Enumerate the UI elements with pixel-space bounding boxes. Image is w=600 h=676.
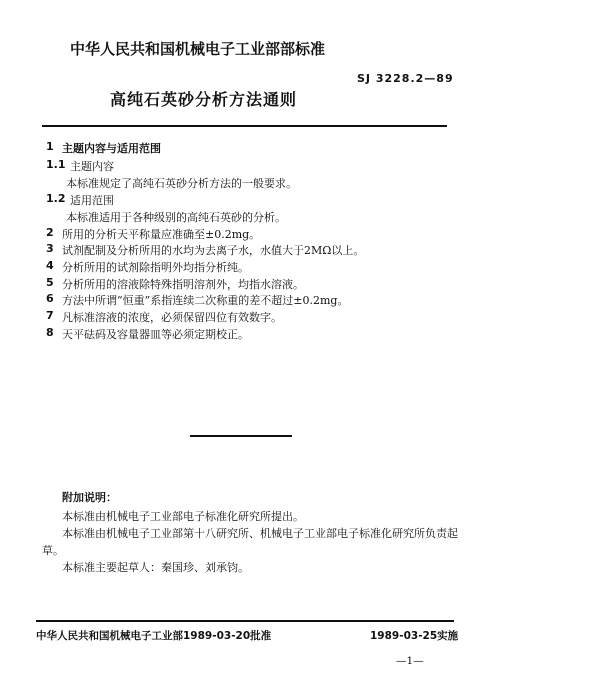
section-number: 1.2 bbox=[46, 192, 66, 205]
section-heading: 主题内容与适用范围 bbox=[62, 142, 161, 155]
section-number: 4 bbox=[46, 259, 54, 272]
effective-date: 1989-03-25实施 bbox=[370, 630, 459, 642]
header-rule bbox=[42, 125, 447, 127]
clause-text: 分析所用的溶液除特殊指明溶剂外，均指水溶液。 bbox=[62, 278, 304, 291]
section-number: 1.1 bbox=[46, 158, 66, 171]
subsection-heading: 适用范围 bbox=[70, 194, 114, 207]
notes-line: 草。 bbox=[42, 544, 64, 557]
footer-rule bbox=[36, 620, 454, 622]
section-number: 8 bbox=[46, 326, 54, 339]
subsection-heading: 主题内容 bbox=[70, 160, 114, 173]
issuer-heading: 中华人民共和国机械电子工业部部标准 bbox=[70, 40, 326, 58]
end-rule bbox=[190, 435, 292, 437]
clause-text: 试剂配制及分析所用的水均为去离子水，水值大于2MΩ以上。 bbox=[62, 244, 365, 257]
section-number: 3 bbox=[46, 242, 54, 255]
clause-text: 分析所用的试剂除指明外均指分析纯。 bbox=[62, 261, 249, 274]
notes-line: 本标准由机械电子工业部第十八研究所、机械电子工业部电子标准化研究所负责起 bbox=[62, 527, 458, 540]
section-number: 2 bbox=[46, 226, 54, 239]
section-number: 5 bbox=[46, 276, 54, 289]
notes-line: 本标准主要起草人：秦国珍、刘承钧。 bbox=[62, 561, 249, 574]
section-number: 7 bbox=[46, 309, 54, 322]
body-text: 本标准适用于各种级别的高纯石英砂的分析。 bbox=[66, 211, 286, 224]
clause-text: 所用的分析天平称量应准确至±0.2mg。 bbox=[62, 228, 261, 241]
approval-statement: 中华人民共和国机械电子工业部1989-03-20批准 bbox=[36, 630, 272, 642]
clause-text: 方法中所谓“恒重”系指连续二次称重的差不超过±0.2mg。 bbox=[62, 294, 349, 307]
standard-code: SJ 3228.2—89 bbox=[357, 72, 454, 85]
body-text: 本标准规定了高纯石英砂分析方法的一般要求。 bbox=[66, 177, 297, 190]
clause-text: 天平砝码及容量器皿等必须定期校正。 bbox=[62, 328, 249, 341]
section-number: 1 bbox=[46, 140, 54, 153]
document-title: 高纯石英砂分析方法通则 bbox=[110, 90, 298, 109]
clause-text: 凡标准溶液的浓度，必须保留四位有效数字。 bbox=[62, 311, 282, 324]
section-number: 6 bbox=[46, 292, 54, 305]
notes-line: 本标准由机械电子工业部电子标准化研究所提出。 bbox=[62, 510, 304, 523]
page-number: —1— bbox=[396, 655, 424, 667]
notes-heading: 附加说明： bbox=[62, 491, 117, 504]
